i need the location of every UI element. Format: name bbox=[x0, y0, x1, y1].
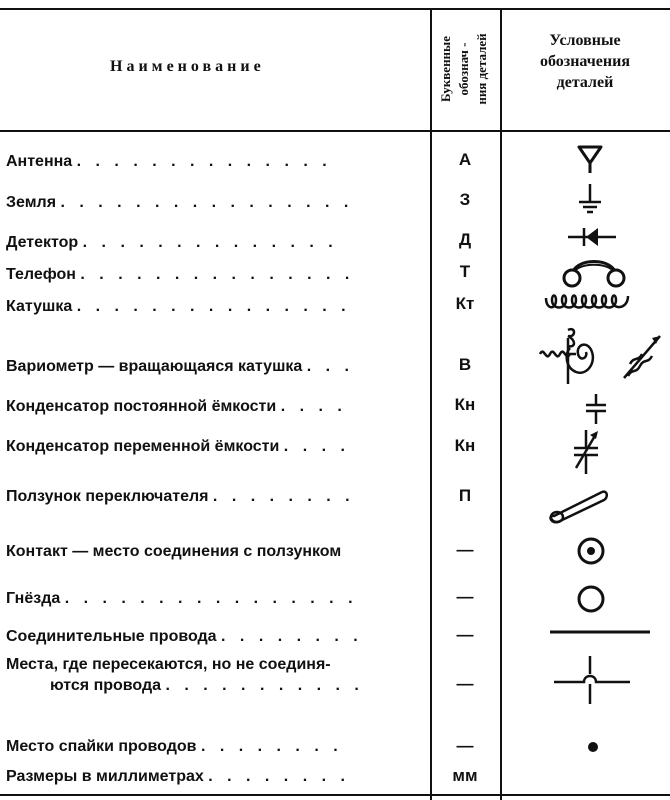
bottom-rule bbox=[0, 794, 670, 796]
slider-symbol-icon bbox=[548, 484, 610, 524]
row-name-coil: Катушка . . . . . . . . . . . . . . . bbox=[6, 298, 351, 315]
row-name-fixed-capacitor: Конденсатор постоянной ёмкости . . . . bbox=[6, 398, 347, 415]
row-letter-socket: — bbox=[456, 587, 474, 606]
row-letter-fixed-capacitor: Кн bbox=[454, 395, 476, 414]
row-letter-ground: З bbox=[459, 190, 471, 209]
telephone-symbol-icon bbox=[560, 253, 628, 289]
header-symbol-line-3: деталей bbox=[556, 74, 614, 91]
row-letter-slider: П bbox=[458, 486, 472, 505]
detector-symbol-icon bbox=[566, 225, 618, 249]
row-letter-solder: — bbox=[456, 736, 474, 755]
header-symbol-line-2: обозначения bbox=[539, 53, 630, 70]
header-letter-line-1: Буквенные bbox=[438, 36, 453, 102]
crossing-symbol-icon bbox=[552, 654, 632, 706]
row-letter-telephone: Т bbox=[459, 262, 471, 281]
row-letter-variable-capacitor: Кн bbox=[454, 436, 476, 455]
row-name-contact: Контакт — место соединения с ползунком bbox=[6, 543, 342, 560]
row-letter-detector: Д bbox=[458, 230, 472, 249]
header-symbol-line-1: Условные bbox=[549, 32, 621, 49]
row-letter-contact: — bbox=[456, 540, 474, 559]
solder-point-symbol-icon bbox=[586, 740, 600, 754]
contact-symbol-icon bbox=[575, 535, 607, 567]
fixed-capacitor-symbol-icon bbox=[582, 392, 610, 426]
row-name-wires: Соединительные провода . . . . . . . . bbox=[6, 628, 363, 645]
header-symbol bbox=[505, 30, 665, 93]
header-letter-code bbox=[437, 10, 497, 128]
row-name-slider: Ползунок переключателя . . . . . . . . bbox=[6, 488, 355, 505]
row-name-solder: Место спайки проводов . . . . . . . . bbox=[6, 738, 343, 755]
row-letter-variometer: В bbox=[458, 355, 472, 374]
row-name-ground: Земля . . . . . . . . . . . . . . . . bbox=[6, 194, 354, 211]
row-name-telephone: Телефон . . . . . . . . . . . . . . . bbox=[6, 266, 355, 283]
wire-symbol-icon bbox=[548, 628, 652, 636]
coil-symbol-icon bbox=[544, 290, 630, 314]
row-letter-dimensions: мм bbox=[452, 766, 478, 785]
variometer-symbol-icon bbox=[536, 324, 666, 386]
column-divider-2 bbox=[500, 8, 502, 800]
row-name-socket: Гнёзда . . . . . . . . . . . . . . . . bbox=[6, 590, 358, 607]
row-letter-wires: — bbox=[456, 625, 474, 644]
antenna-symbol-icon bbox=[575, 143, 605, 175]
ground-symbol-icon bbox=[576, 182, 604, 216]
row-letter-coil: Кт bbox=[455, 294, 475, 313]
row-name-variable-capacitor: Конденсатор переменной ёмкости . . . . bbox=[6, 438, 350, 455]
row-name-crossing-cont: ются провода . . . . . . . . . . . bbox=[50, 677, 364, 694]
header-name: Наименование bbox=[110, 58, 265, 75]
row-letter-crossing: — bbox=[456, 674, 474, 693]
top-rule bbox=[0, 8, 670, 10]
row-name-variometer: Вариометр — вращающаяся катушка . . . bbox=[6, 358, 354, 375]
variable-capacitor-symbol-icon bbox=[568, 428, 604, 476]
row-name-dimensions: Размеры в миллиметрах . . . . . . . . bbox=[6, 768, 350, 785]
header-letter-line-3: ния деталей bbox=[474, 33, 489, 105]
header-letter-line-2: обознач - bbox=[456, 42, 471, 96]
header-rule bbox=[0, 130, 670, 132]
socket-symbol-icon bbox=[575, 583, 607, 615]
row-name-detector: Детектор . . . . . . . . . . . . . . bbox=[6, 234, 338, 251]
row-letter-antenna: А bbox=[458, 150, 472, 169]
row-name-crossing: Места, где пересекаются, но не соединя- bbox=[6, 656, 331, 673]
row-name-antenna: Антенна . . . . . . . . . . . . . . bbox=[6, 153, 332, 170]
